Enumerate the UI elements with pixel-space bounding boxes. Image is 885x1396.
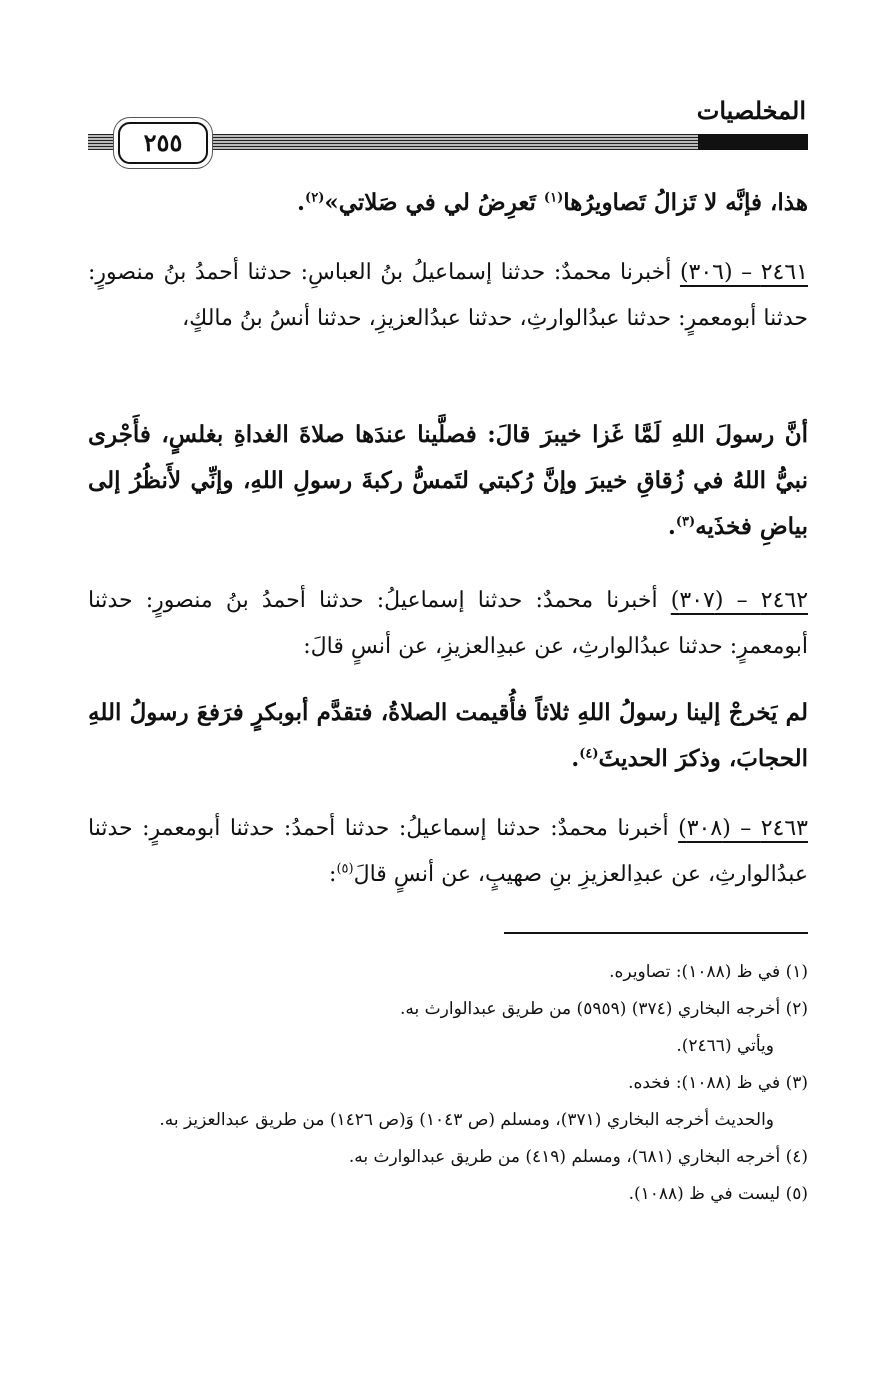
matn-text: أنَّ رسولَ اللهِ لَمَّا غَزا خيبرَ قالَ: فصلَّينا عندَها صلاةَ الغداةِ بغلسٍ، فأَجْرى نبيُّ اللهُ في زُقاقِ خيبرَ وإنَّ رُكبتي لتَمسُّ ركبةَ رسولِ اللهِ، وإنِّي لأَنظُرُ إلى بياضِ فخذَيه — [88, 421, 808, 540]
header-rule-cap — [698, 134, 808, 150]
text: . — [571, 745, 580, 772]
footnote-continuation: ويأتي (٢٤٦٦). — [676, 1036, 774, 1056]
footnote-ref: (١) — [543, 190, 564, 206]
footnote-ref: (٣) — [675, 514, 696, 530]
hadith-2461-matn — [88, 412, 808, 550]
footnote: (٤) أخرجه البخاري (٦٨١)، ومسلم (٤١٩) من طريق عبدالوارث به. — [348, 1147, 808, 1167]
text: . — [297, 189, 306, 216]
footnotes — [88, 954, 808, 1213]
footnote-ref: (٢) — [305, 190, 325, 206]
footnote: (١) في ظ (١٠٨٨): تصاويره. — [609, 962, 808, 982]
text: . — [667, 513, 676, 540]
hadith-2461-isnad — [88, 250, 808, 342]
isnad-text: أخبرنا محمدٌ: حدثنا إسماعيلُ: حدثنا أحمدُ بنُ منصورٍ: حدثنا أبومعمرٍ: حدثنا عبدُالوارثِ، عن عبدِالعزيزِ، عن أنسٍ قالَ: — [88, 588, 808, 659]
hadith-2462-matn — [88, 690, 808, 782]
footnote: (٢) أخرجه البخاري (٣٧٤) (٥٩٥٩) من طريق عبدالوارث به. — [400, 999, 808, 1019]
hadith-number: ٢٤٦٣ – (٣٠٨) — [678, 816, 808, 841]
hadith-2463-isnad — [88, 806, 808, 898]
text: هذا، فإنَّه لا تَزالُ تَصاويرُها — [563, 189, 808, 216]
footnote: (٣) في ظ (١٠٨٨): فخده. — [628, 1073, 808, 1093]
isnad-text: أخبرنا محمدٌ: حدثنا إسماعيلُ: حدثنا أحمدُ: حدثنا أبومعمرٍ: حدثنا عبدُالوارثِ، عن عبدِالعزيزِ بنِ صهيبٍ، عن أنسٍ قالَ — [88, 816, 808, 887]
book-title: المخلصيات — [696, 96, 806, 125]
footnote-ref: (٤) — [579, 746, 599, 762]
hadith-number: ٢٤٦١ – (٣٠٦) — [679, 260, 808, 285]
page-number: ٢٥٥ — [118, 122, 208, 164]
text: تَعرِضُ لي في صَلاتي» — [324, 189, 544, 216]
footnote-ref: (٥) — [336, 861, 354, 877]
hadith-number: ٢٤٦٢ – (٣٠٧) — [670, 588, 809, 613]
paragraph-continuation — [88, 180, 808, 226]
text: : — [329, 862, 337, 887]
footnote-separator — [504, 932, 808, 934]
hadith-2462-isnad — [88, 578, 808, 670]
footnote: (٥) ليست في ظ (١٠٨٨). — [628, 1184, 808, 1204]
isnad-text: أخبرنا محمدٌ: حدثنا إسماعيلُ بنُ العباسِ: حدثنا أحمدُ بنُ منصورٍ: حدثنا أبومعمرٍ: حدثنا عبدُالوارثِ، حدثنا عبدُالعزيزِ، حدثنا أنسُ بنُ مالكٍ، — [88, 260, 808, 331]
footnote-continuation: والحديث أخرجه البخاري (٣٧١)، ومسلم (ص ١٠٤٣) وَ(ص ١٤٢٦) من طريق عبدالعزيز به. — [159, 1110, 774, 1130]
page-header — [88, 96, 808, 168]
matn-text: لم يَخرجْ إلينا رسولُ اللهِ ثلاثاً فأُقيمت الصلاةُ، فتقدَّم أبوبكرٍ فرَفعَ رسولُ اللهِ الحجابَ، وذكرَ الحديثَ — [88, 699, 808, 772]
